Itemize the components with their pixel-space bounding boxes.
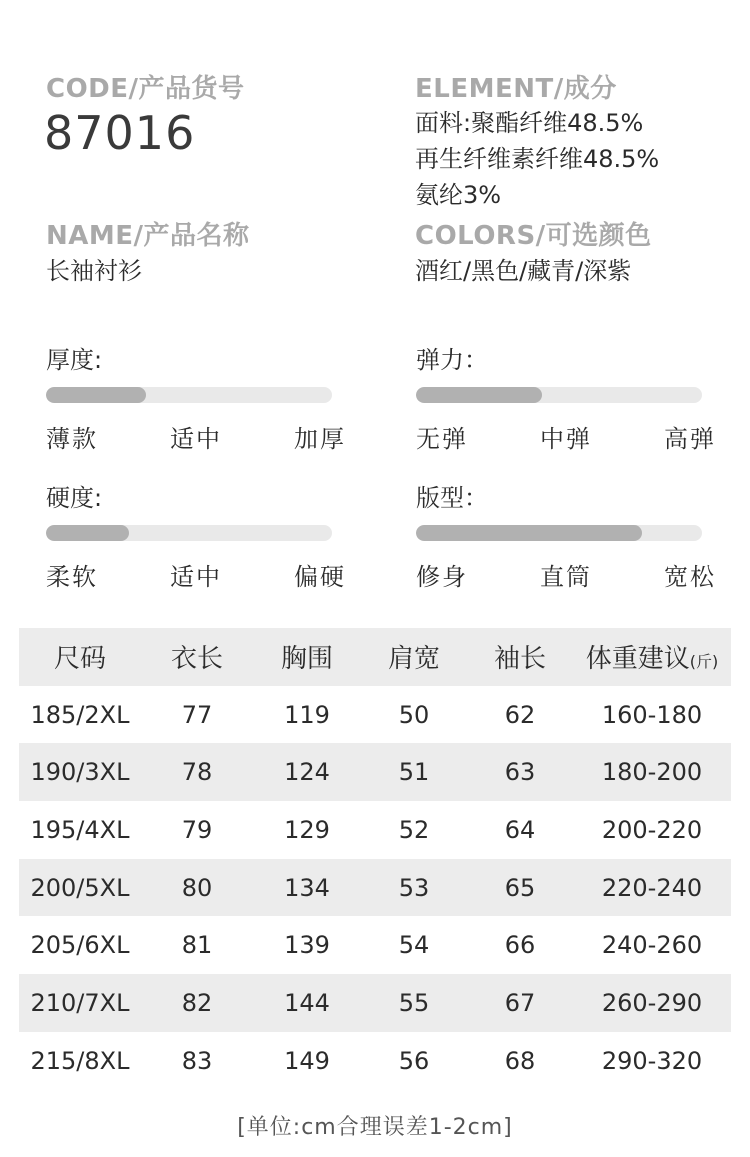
table-cell: 55 (398, 988, 430, 1017)
code-value: 87016 (44, 106, 196, 160)
attribute-bar-track (416, 387, 702, 403)
attribute-title: 弹力： (416, 346, 488, 374)
table-cell: 80 (181, 873, 213, 902)
scale-mid: 适中 (170, 563, 222, 591)
scale-mid: 直筒 (540, 563, 592, 591)
table-cell: 79 (181, 815, 213, 844)
name-label: NAME/产品名称 (46, 221, 250, 251)
scale-low: 修身 (416, 563, 468, 591)
header-cell: 尺码 (53, 644, 106, 675)
attribute-hardness (46, 478, 346, 592)
table-cell: 185/2XL (30, 700, 130, 729)
header-cell: 胸围 (280, 644, 333, 675)
table-cell: 139 (284, 931, 330, 960)
table-cell: 144 (284, 988, 330, 1017)
table-cell: 195/4XL (30, 815, 130, 844)
table-cell: 77 (181, 700, 213, 729)
colors-value: 酒红/黑色/藏青/深紫 (415, 257, 632, 285)
attribute-bar-fill (416, 525, 642, 541)
attribute-scale (46, 557, 346, 592)
attribute-title: 版型： (416, 484, 488, 512)
table-cell: 210/7XL (30, 988, 130, 1017)
table-cell: 200-220 (601, 815, 703, 844)
header-cell: 体重建议 (585, 644, 690, 675)
table-row (19, 859, 731, 917)
colors-label: COLORS/可选颜色 (415, 221, 652, 251)
table-cell: 160-180 (601, 700, 703, 729)
scale-high: 高弹 (664, 425, 716, 453)
table-cell: 56 (398, 1046, 430, 1075)
element-list (415, 105, 659, 213)
table-cell: 78 (181, 758, 213, 787)
attribute-scale (46, 419, 346, 454)
header-cell: 衣长 (170, 644, 223, 675)
attribute-bar-fill (46, 525, 129, 541)
table-cell: 67 (504, 988, 536, 1017)
attribute-bar-track (46, 387, 332, 403)
table-cell: 83 (181, 1046, 213, 1075)
table-cell: 260-290 (601, 988, 703, 1017)
attribute-fit (416, 478, 716, 592)
attribute-elasticity (416, 340, 716, 454)
scale-high: 宽松 (664, 563, 716, 591)
attribute-title: 硬度: (46, 484, 103, 512)
scale-low: 无弹 (416, 425, 468, 453)
table-cell: 290-320 (601, 1046, 703, 1075)
table-cell: 134 (284, 873, 330, 902)
scale-low: 柔软 (46, 563, 98, 591)
attribute-thickness (46, 340, 346, 454)
scale-high: 加厚 (294, 425, 346, 453)
table-cell: 50 (398, 700, 430, 729)
scale-low: 薄款 (46, 425, 98, 453)
table-cell: 119 (284, 700, 330, 729)
table-body (19, 686, 731, 1090)
element-line: 氨纶3% (415, 181, 502, 209)
header-cell: 肩宽 (387, 644, 440, 675)
attribute-bar-track (46, 525, 332, 541)
name-value: 长袖衬衫 (46, 257, 142, 285)
table-cell: 64 (504, 815, 536, 844)
table-cell: 81 (181, 931, 213, 960)
table-cell: 149 (284, 1046, 330, 1075)
table-row (19, 974, 731, 1032)
scale-high: 偏硬 (294, 563, 346, 591)
table-cell: 220-240 (601, 873, 703, 902)
size-table (19, 628, 731, 1090)
element-label: ELEMENT/成分 (415, 74, 617, 104)
table-cell: 68 (504, 1046, 536, 1075)
table-row (19, 801, 731, 859)
attribute-bar-track (416, 525, 702, 541)
table-cell: 66 (504, 931, 536, 960)
scale-mid: 适中 (170, 425, 222, 453)
table-cell: 215/8XL (30, 1046, 130, 1075)
table-cell: 62 (504, 700, 536, 729)
attribute-title: 厚度: (46, 346, 103, 374)
table-cell: 205/6XL (30, 931, 130, 960)
table-cell: 129 (284, 815, 330, 844)
table-cell: 82 (181, 988, 213, 1017)
header-cell-weight (573, 638, 731, 675)
table-cell: 180-200 (601, 758, 703, 787)
table-cell: 63 (504, 758, 536, 787)
weight-unit: (斤) (689, 652, 719, 672)
table-cell: 65 (504, 873, 536, 902)
table-cell: 190/3XL (30, 758, 130, 787)
code-label: CODE/产品货号 (46, 74, 245, 104)
table-cell: 240-260 (601, 931, 703, 960)
table-cell: 52 (398, 815, 430, 844)
table-cell: 54 (398, 931, 430, 960)
attribute-scale (416, 557, 716, 592)
table-row (19, 1032, 731, 1090)
footer-note: [单位:cm合理误差1-2cm] (237, 1115, 513, 1140)
table-cell: 51 (398, 758, 430, 787)
element-line: 面料:聚酯纤维48.5% (415, 109, 644, 137)
table-header-row (19, 628, 731, 686)
table-row (19, 743, 731, 801)
table-cell: 200/5XL (30, 873, 130, 902)
table-cell: 124 (284, 758, 330, 787)
header-cell: 袖长 (493, 644, 546, 675)
attribute-bar-fill (46, 387, 146, 403)
element-line: 再生纤维素纤维48.5% (415, 145, 660, 173)
table-row (19, 686, 731, 744)
attribute-scale (416, 419, 716, 454)
attribute-bar-fill (416, 387, 542, 403)
scale-mid: 中弹 (540, 425, 592, 453)
table-cell: 53 (398, 873, 430, 902)
table-row (19, 916, 731, 974)
